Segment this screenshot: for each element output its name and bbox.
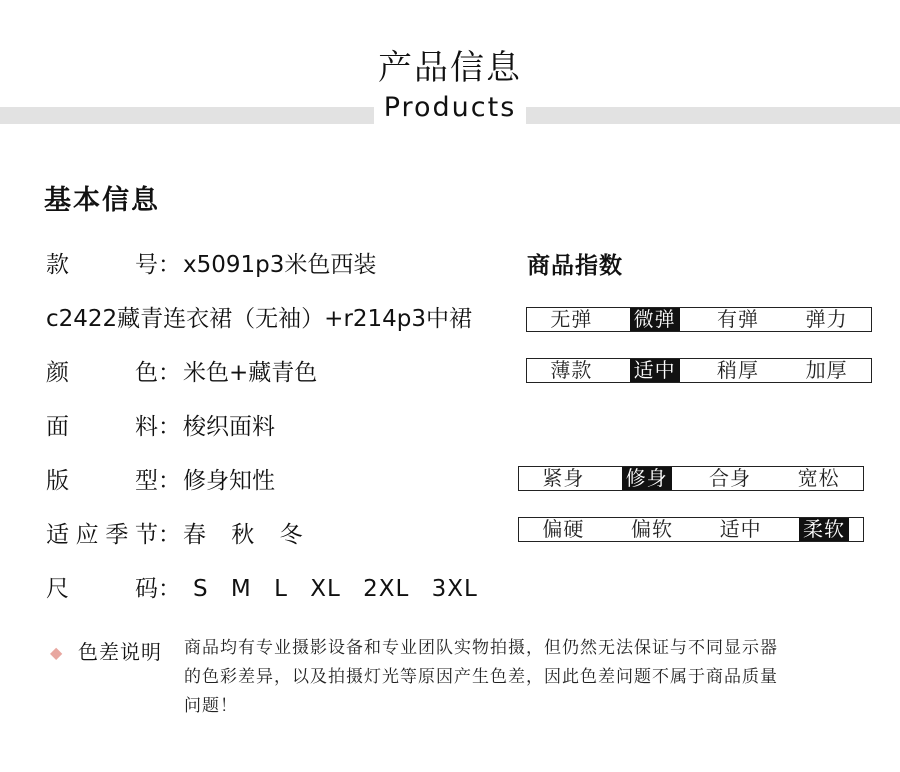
page-subtitle: Products [374,88,527,128]
season-label: 适应季节 [46,522,158,548]
fit-label: 版 型 [46,468,158,494]
thickness-scale [526,358,872,383]
fabric-label: 面 料 [46,414,158,440]
color-row [46,357,317,389]
fit-value: 修身知性 [183,468,275,494]
note-line-2: 的色彩差异，以及拍摄灯光等原因产生色差，因此色差问题不属于商品质量 [184,667,778,687]
color-value: 米色+藏青色 [183,360,318,386]
fit-option-2: 合身 [709,466,751,490]
softness-option-0: 偏硬 [542,517,585,541]
product-index-title: 商品指数 [527,253,623,279]
colon: ： [158,468,181,494]
softness-scale [518,517,864,542]
page-title: 产品信息 [378,48,522,88]
diamond-icon: ◆ [50,643,63,662]
basic-info-title: 基本信息 [44,185,160,216]
color-label: 颜 色 [46,360,158,386]
softness-option-1: 偏软 [631,517,673,541]
colon: ： [158,576,181,602]
color-difference-label: 色差说明 [78,640,162,664]
thickness-option-0: 薄款 [550,358,593,382]
colon: ： [158,360,181,386]
fit-option-0: 紧身 [542,466,585,490]
elasticity-option-0: 无弹 [550,307,593,331]
style-no-row [46,249,376,281]
page-subtitle-wrap [0,88,900,128]
color-difference-text [184,634,824,721]
style-no-label: 款 号 [46,252,158,278]
colon: ： [158,522,181,548]
fit-row [46,465,275,497]
style-no-line2: c2422藏青连衣裙（无袖）+r214p3中裙 [46,306,473,332]
colon: ： [158,414,181,440]
fabric-row [46,411,275,443]
style-no-value: x5091p3米色西装 [183,252,377,278]
thickness-option-2: 稍厚 [717,358,759,382]
elasticity-scale [526,307,872,332]
size-label: 尺 码 [46,576,158,602]
note-line-1: 商品均有专业摄影设备和专业团队实物拍摄，但仍然无法保证与不同显示器 [184,638,778,658]
softness-option-3: 柔软 [799,518,849,541]
elasticity-option-2: 有弹 [717,307,759,331]
fit-scale [518,466,864,491]
season-value: 春 秋 冬 [183,522,312,548]
fit-option-3: 宽松 [797,466,840,490]
fit-option-1: 修身 [622,467,672,490]
elasticity-option-3: 弹力 [805,307,848,331]
season-row [46,519,312,551]
size-row [46,573,478,605]
softness-option-2: 适中 [719,517,762,541]
elasticity-option-1: 微弹 [630,308,680,331]
note-line-3: 问题！ [184,696,238,716]
colon: ： [158,252,181,278]
size-value: S M L XL 2XL 3XL [193,576,478,602]
fabric-value: 梭织面料 [183,414,275,440]
thickness-option-1: 适中 [630,359,680,382]
thickness-option-3: 加厚 [805,358,848,382]
